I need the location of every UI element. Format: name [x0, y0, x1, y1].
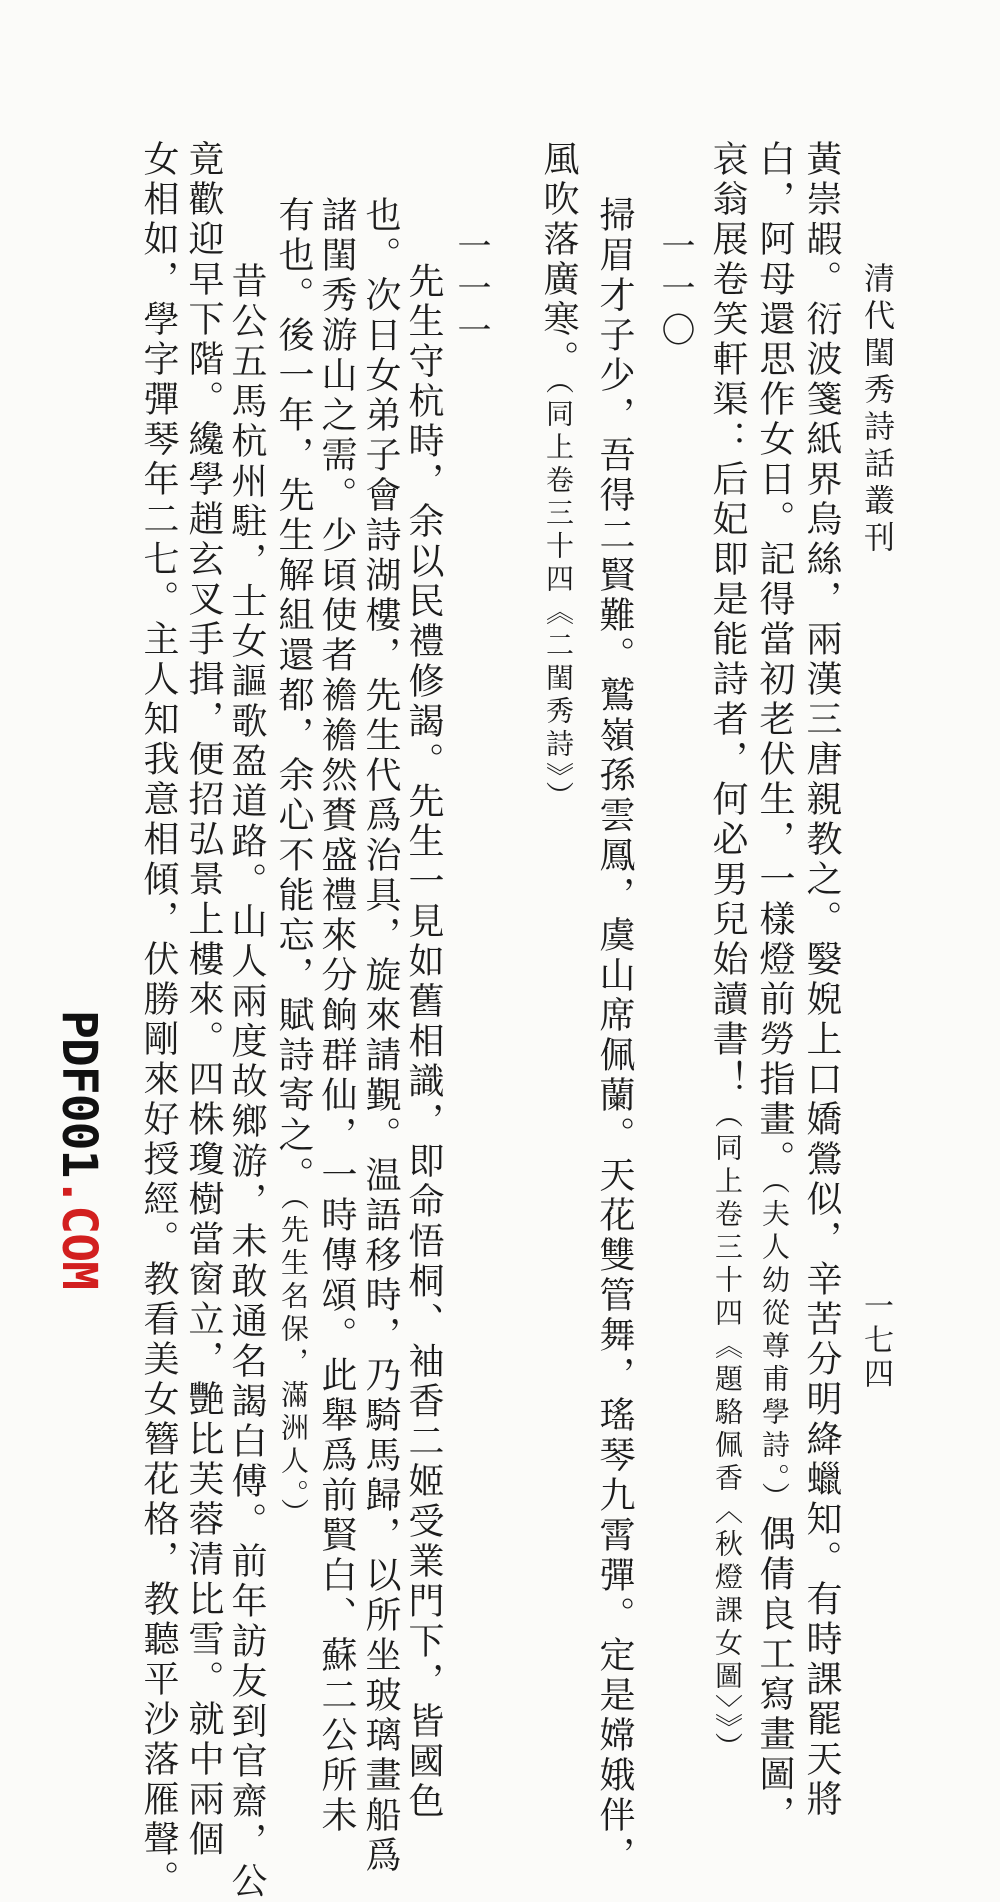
- column-text: 先生守杭時，余以民禮修謁。先生一見如舊相識，即命悟桐、袖香二姬受業門下，皆國色: [403, 262, 444, 1822]
- text-column-3: [707, 140, 748, 1765]
- section-number: 一一一: [451, 228, 491, 354]
- column-text: 昔公五馬杭州駐，士女謳歌盈道路。山人兩度故鄉游，未敢通名謁白傅。前年訪友到官齋，公: [226, 262, 267, 1902]
- column-text-continued: 偶倩良工寫畫圖，: [754, 1515, 795, 1835]
- running-header-title: 清代閨秀詩話叢刊: [858, 262, 894, 558]
- annotation-note: （夫人幼從尊甫學詩。）: [758, 1180, 791, 1515]
- column-text: 竟歡迎早下階。纔學趙玄叉手揖，便招弘景上樓來。四株瓊樹當窗立，艷比芙蓉清比雪。就中兩個: [183, 140, 224, 1860]
- site-watermark: [51, 1010, 107, 1289]
- text-column-11: [183, 140, 224, 1860]
- text-column-5: [538, 140, 579, 814]
- text-column-7: [360, 196, 401, 1876]
- column-text: 女相如，學字彈琴年二七。主人知我意相傾，伏勝剛來好授經。教看美女簪花格，教聽平沙落雁聲。: [138, 140, 179, 1900]
- page-number: 一七四: [858, 1290, 893, 1392]
- column-text: 掃眉才子少，吾得二賢難。鷲嶺孫雲鳳，虞山席佩蘭。天花雙管舞，瑤琴九霄彈。定是嫦娥伴，: [594, 196, 635, 1876]
- text-column-2: [754, 140, 795, 1835]
- text-column-1: [801, 140, 842, 1820]
- text-column-12: [138, 140, 179, 1900]
- watermark-part-1: PDF001: [51, 1010, 107, 1178]
- column-text: 有也。後一年，先生解組還都，余心不能忘，賦詩寄之。: [273, 196, 314, 1196]
- column-text: 風吹落廣寒。: [538, 140, 579, 380]
- column-text: 白，阿母還思作女日。記得當初老伏生，一樣燈前勞指畫。: [754, 140, 795, 1180]
- text-column-4: [594, 196, 635, 1876]
- column-text: 哀翁展卷笑軒渠：后妃即是能詩者，何必男兒始讀書！: [707, 140, 748, 1100]
- column-text: 諸閨秀游山之需。少頃使者襜襜然賚盛禮來分餉群仙，一時傳頌。此舉爲前賢白、蘇二公所未: [316, 196, 357, 1836]
- annotation-note: （同上卷三十四《題駱佩香〈秋燈課女圖〉》）: [711, 1100, 744, 1765]
- column-text: 也。次日女弟子會詩湖樓，先生代爲治具，旋來請覲。温語移時，乃騎馬歸，以所坐玻璃畫船爲: [360, 196, 401, 1876]
- text-column-8: [316, 196, 357, 1836]
- text-column-9: [273, 196, 314, 1531]
- column-text: 黃崇嘏。衍波箋紙界烏絲，兩漢三唐親教之。嫛婗上口嬌鶯似，辛苦分明絳蠟知。有時課罷天將: [801, 140, 842, 1820]
- annotation-note: （先生名保，滿洲人。）: [277, 1196, 310, 1531]
- text-column-10: [226, 262, 267, 1902]
- section-number: 一一〇: [655, 228, 695, 354]
- text-column-6: [403, 262, 444, 1822]
- watermark-part-2: .COM: [51, 1177, 107, 1289]
- annotation-note: （同上卷三十四《二閨秀詩》）: [542, 380, 575, 814]
